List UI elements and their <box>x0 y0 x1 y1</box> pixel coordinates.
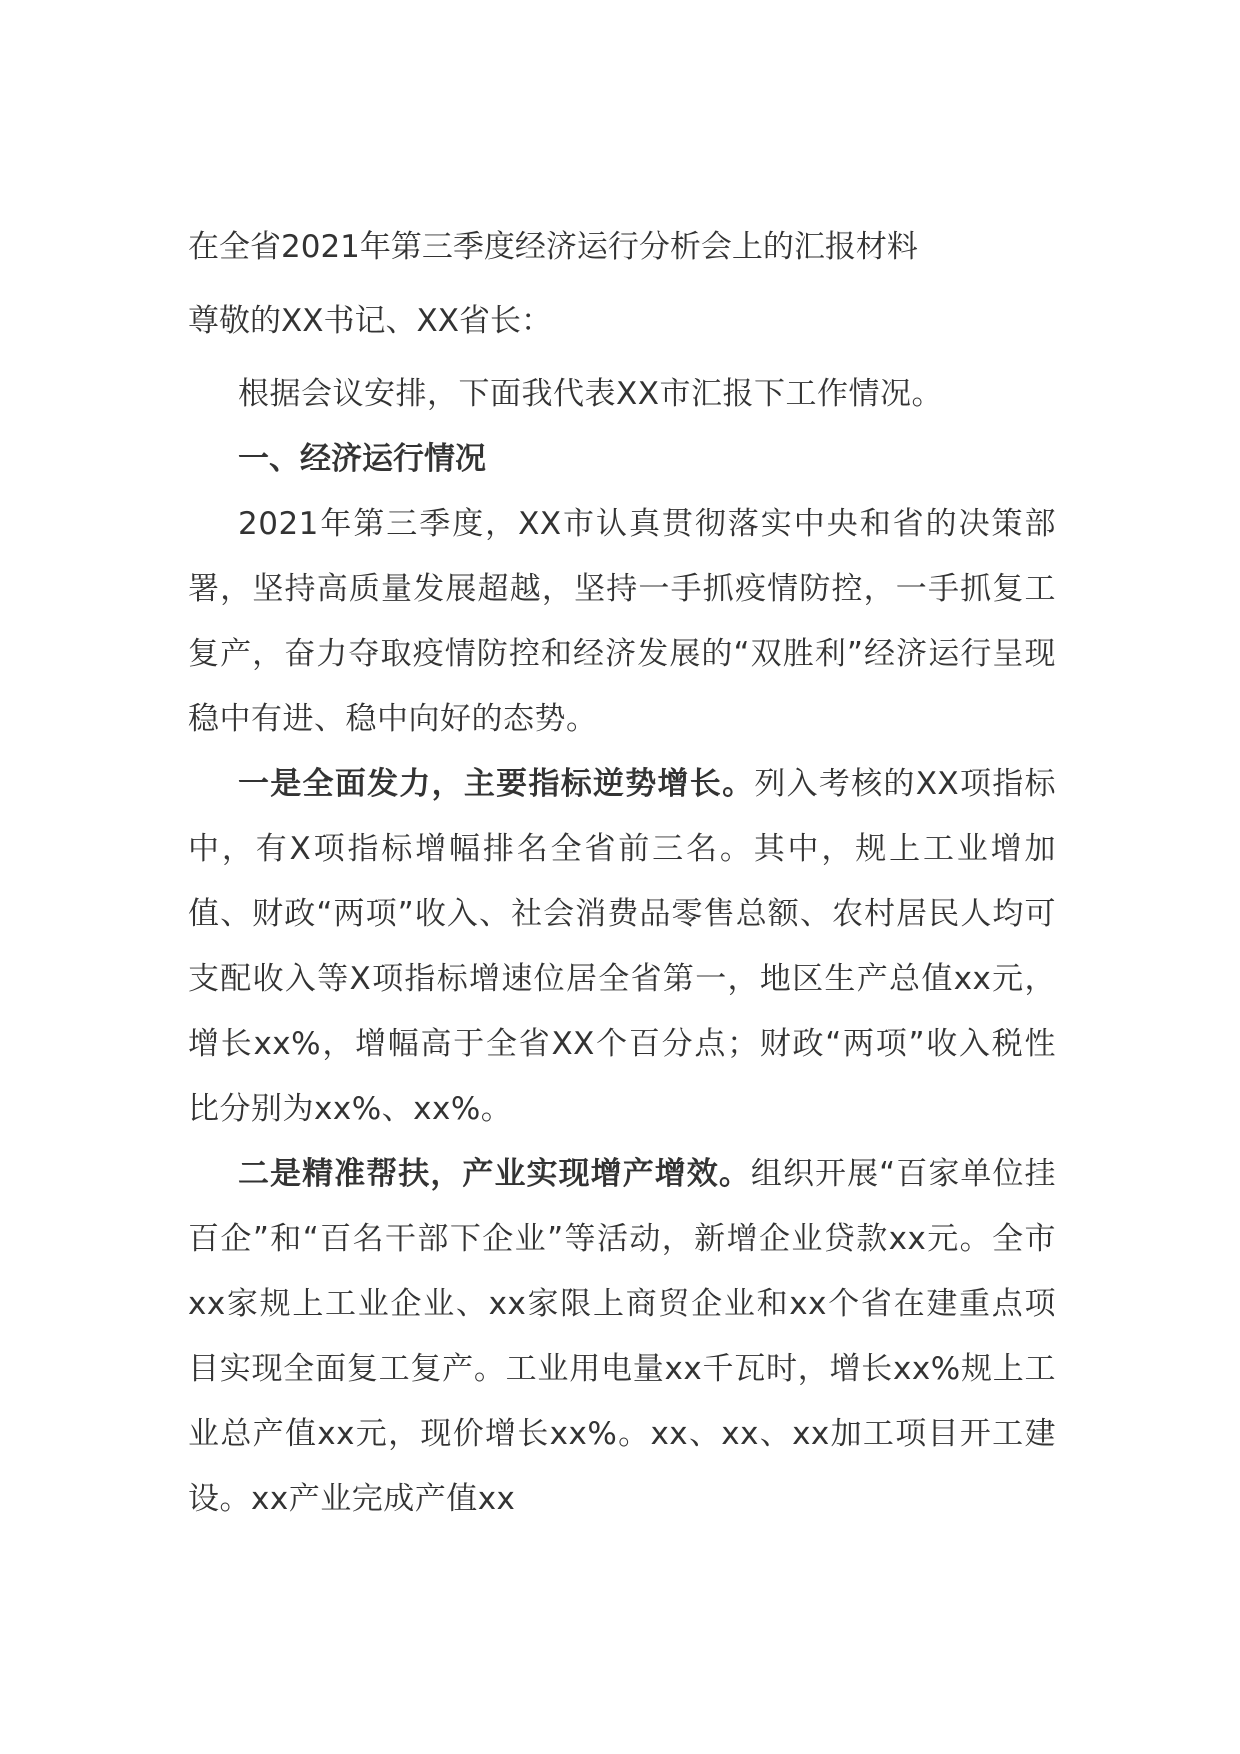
point-two-lead: 二是精准帮扶，产业实现增产增效。 <box>238 1156 751 1192</box>
salutation: 尊敬的XX书记、XX省长： <box>188 303 552 339</box>
point-two-body: 组织开展“百家单位挂百企”和“百名干部下企业”等活动，新增企业贷款xx元。全市xx家规上工业企业、xx家限上商贸企业和xx个省在建重点项目实现全面复工复产。工业用电量xx千瓦时，增长xx%规上工业总产值xx元，现价增长xx%。xx、xx、xx加工项目开工建设。xx产业完成产值xx <box>188 1156 1056 1517</box>
point-one-body: 列入考核的XX项指标中，有X项指标增幅排名全省前三名。其中，规上工业增加值、财政“两项”收入、社会消费品零售总额、农村居民人均可支配收入等X项指标增速位居全省第一，地区生产总值xx元，增长xx%，增幅高于全省XX个百分点；财政“两项”收入税性比分别为xx%、xx%。 <box>188 766 1056 1127</box>
point-two-paragraph <box>188 1142 1056 1532</box>
intro-paragraph: 根据会议安排，下面我代表XX市汇报下工作情况。 <box>238 376 943 412</box>
point-one-paragraph <box>188 752 1056 1142</box>
section-heading-economy: 一、经济运行情况 <box>238 441 486 477</box>
document-title: 在全省2021年第三季度经济运行分析会上的汇报材料 <box>188 229 918 265</box>
point-one-lead: 一是全面发力，主要指标逆势增长。 <box>238 766 755 802</box>
document-content <box>188 222 1056 1532</box>
overview-paragraph: 2021年第三季度，XX市认真贯彻落实中央和省的决策部署，坚持高质量发展超越，坚持一手抓疫情防控，一手抓复工复产，奋力夺取疫情防控和经济发展的“双胜利”经济运行呈现稳中有进、稳中向好的态势。 <box>188 506 1056 737</box>
